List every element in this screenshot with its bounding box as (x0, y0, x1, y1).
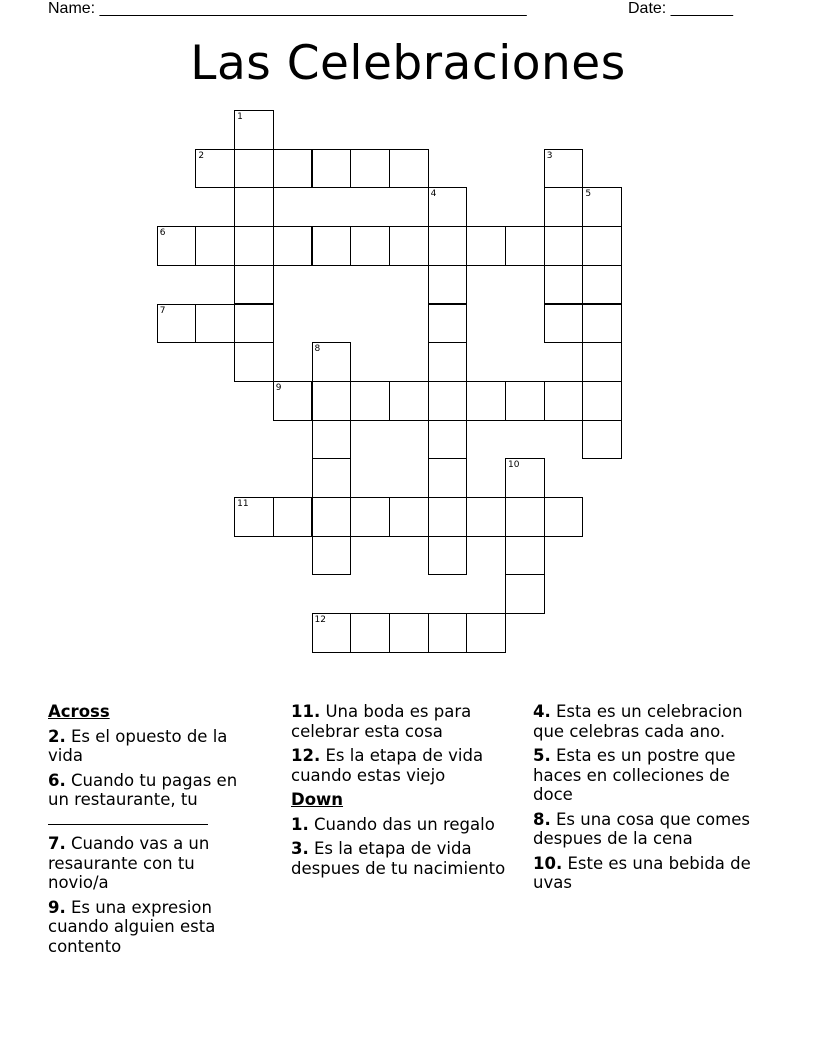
crossword-cell[interactable] (466, 497, 506, 537)
crossword-cell[interactable] (157, 226, 197, 266)
crossword-cell[interactable] (582, 226, 622, 266)
crossword-cell[interactable] (157, 304, 197, 344)
crossword-cell[interactable] (428, 304, 468, 344)
clue-down-4 (533, 702, 769, 741)
cell-number: 6 (159, 228, 166, 239)
clue-text: Es la etapa de vida despues de tu nacimiento (291, 839, 506, 878)
clue-text: Esta es un celebracion que celebras cada ano. (533, 702, 743, 741)
crossword-cell[interactable] (544, 497, 584, 537)
crossword-cell[interactable] (582, 342, 622, 382)
cell-number: 5 (585, 189, 592, 200)
cell-number: 10 (508, 460, 520, 471)
clue-across-7 (48, 834, 260, 893)
crossword-cell[interactable] (389, 497, 429, 537)
crossword-cell[interactable] (234, 304, 274, 344)
crossword-cell[interactable] (195, 304, 235, 344)
crossword-cell[interactable] (428, 265, 468, 305)
clue-number: 3. (291, 839, 309, 858)
clue-number: 5. (533, 746, 551, 765)
across-heading: Across (48, 702, 110, 721)
clue-number: 4. (533, 702, 551, 721)
clues-column-2 (291, 702, 527, 883)
clue-down-8 (533, 810, 769, 849)
crossword-cell[interactable] (389, 149, 429, 189)
crossword-cell[interactable] (428, 342, 468, 382)
crossword-cell[interactable] (466, 381, 506, 421)
clue-text: Es la etapa de vida cuando estas viejo (291, 746, 484, 785)
clue-across-12 (291, 746, 527, 785)
down-heading: Down (291, 790, 344, 809)
clue-text: Es una expresion cuando alguien esta contento (48, 897, 216, 956)
crossword-cell[interactable] (350, 613, 390, 653)
clue-across-9 (48, 898, 260, 957)
crossword-cell[interactable] (273, 149, 313, 189)
crossword-cell[interactable] (582, 304, 622, 344)
cell-number: 1 (237, 112, 243, 122)
clue-number: 6. (48, 770, 66, 790)
crossword-cell[interactable] (544, 265, 584, 305)
clue-number: 11. (291, 702, 321, 721)
crossword-cell[interactable] (312, 342, 352, 382)
clue-down-5 (533, 746, 769, 805)
crossword-cell[interactable] (350, 497, 390, 537)
crossword-cell[interactable] (195, 226, 235, 266)
crossword-cell[interactable] (234, 342, 274, 382)
crossword-cell[interactable] (582, 187, 622, 227)
cell-number: 3 (546, 150, 553, 161)
crossword-cell[interactable] (350, 226, 390, 266)
crossword-cell[interactable] (582, 420, 622, 460)
clues-column-1 (48, 702, 260, 961)
crossword-cell[interactable] (312, 420, 352, 460)
clue-across-6 (48, 771, 260, 830)
cell-number: 9 (275, 382, 282, 393)
answer-blank (48, 810, 208, 825)
crossword-cell[interactable] (234, 265, 274, 305)
crossword-cell[interactable] (466, 613, 506, 653)
crossword-cell[interactable] (312, 613, 352, 653)
clue-number: 1. (291, 814, 309, 834)
page-title: Las Celebraciones (190, 36, 626, 91)
crossword-cell[interactable] (505, 381, 545, 421)
crossword-cell[interactable] (389, 613, 429, 653)
cell-number: 7 (159, 305, 166, 316)
crossword-cell[interactable] (273, 226, 313, 266)
clue-number: 2. (48, 726, 66, 746)
crossword-cell[interactable] (428, 420, 468, 460)
crossword-cell[interactable] (505, 497, 545, 537)
clue-text: Es una cosa que comes despues de la cena (533, 809, 750, 848)
crossword-cell[interactable] (273, 497, 313, 537)
clue-across-2 (48, 727, 260, 766)
crossword-cell[interactable] (312, 497, 352, 537)
date-field[interactable]: Date: _______ (628, 0, 733, 17)
cell-number: 2 (198, 150, 205, 161)
clue-number: 7. (48, 834, 66, 853)
crossword-cell[interactable] (312, 381, 352, 421)
crossword-cell[interactable] (234, 497, 274, 537)
clue-text: Este es una bebida de uvas (533, 853, 751, 892)
crossword-cell[interactable] (505, 574, 545, 614)
crossword-cell[interactable] (312, 226, 352, 266)
crossword-cell[interactable] (428, 187, 468, 227)
crossword-cell[interactable] (544, 226, 584, 266)
cell-number: 12 (314, 615, 326, 626)
crossword-cell[interactable] (466, 226, 506, 266)
crossword-cell[interactable] (350, 381, 390, 421)
crossword-cell[interactable] (428, 381, 468, 421)
crossword-cell[interactable] (428, 458, 468, 498)
crossword-cell[interactable] (582, 265, 622, 305)
crossword-cell[interactable] (234, 226, 274, 266)
crossword-cell[interactable] (544, 149, 584, 189)
crossword-cell[interactable] (544, 187, 584, 227)
crossword-cell[interactable] (234, 187, 274, 227)
crossword-cell[interactable] (428, 536, 468, 576)
clue-text: Cuando das un regalo (314, 814, 495, 834)
clue-text: Es el opuesto de la vida (48, 726, 228, 765)
clue-text: Una boda es para celebrar esta cosa (291, 702, 472, 741)
clue-text: Cuando vas a un resaurante con tu novio/a (48, 834, 210, 892)
crossword-cell[interactable] (312, 458, 352, 498)
clue-number: 12. (291, 746, 321, 765)
clue-down-10 (533, 854, 769, 893)
crossword-cell[interactable] (234, 110, 274, 150)
crossword-cell[interactable] (582, 381, 622, 421)
crossword-cell[interactable] (389, 381, 429, 421)
clue-text: Esta es un postre que haces en colleciones de doce (533, 746, 736, 804)
crossword-cell[interactable] (428, 497, 468, 537)
crossword-cell[interactable] (428, 613, 468, 653)
clue-down-1 (291, 815, 527, 835)
name-field[interactable]: Name: ________________________________________________ (48, 0, 527, 17)
clue-number: 8. (533, 809, 551, 829)
crossword-cell[interactable] (312, 536, 352, 576)
clues-column-3 (533, 702, 769, 898)
crossword-cell[interactable] (234, 149, 274, 189)
crossword-cell[interactable] (195, 149, 235, 189)
crossword-cell[interactable] (428, 226, 468, 266)
crossword-cell[interactable] (389, 226, 429, 266)
crossword-cell[interactable] (544, 304, 584, 344)
crossword-cell[interactable] (350, 149, 390, 189)
clue-down-3 (291, 839, 527, 878)
crossword-cell[interactable] (505, 458, 545, 498)
clue-text: Cuando tu pagas en un restaurante, tu (48, 770, 238, 809)
clue-number: 9. (48, 897, 66, 917)
cell-number: 4 (430, 189, 437, 200)
clue-number: 10. (533, 853, 563, 873)
cell-number: 8 (314, 344, 321, 355)
crossword-cell[interactable] (505, 536, 545, 576)
crossword-cell[interactable] (312, 149, 352, 189)
crossword-cell[interactable] (505, 226, 545, 266)
clue-across-11 (291, 702, 527, 741)
crossword-cell[interactable] (273, 381, 313, 421)
crossword-cell[interactable] (544, 381, 584, 421)
cell-number: 11 (237, 499, 249, 509)
